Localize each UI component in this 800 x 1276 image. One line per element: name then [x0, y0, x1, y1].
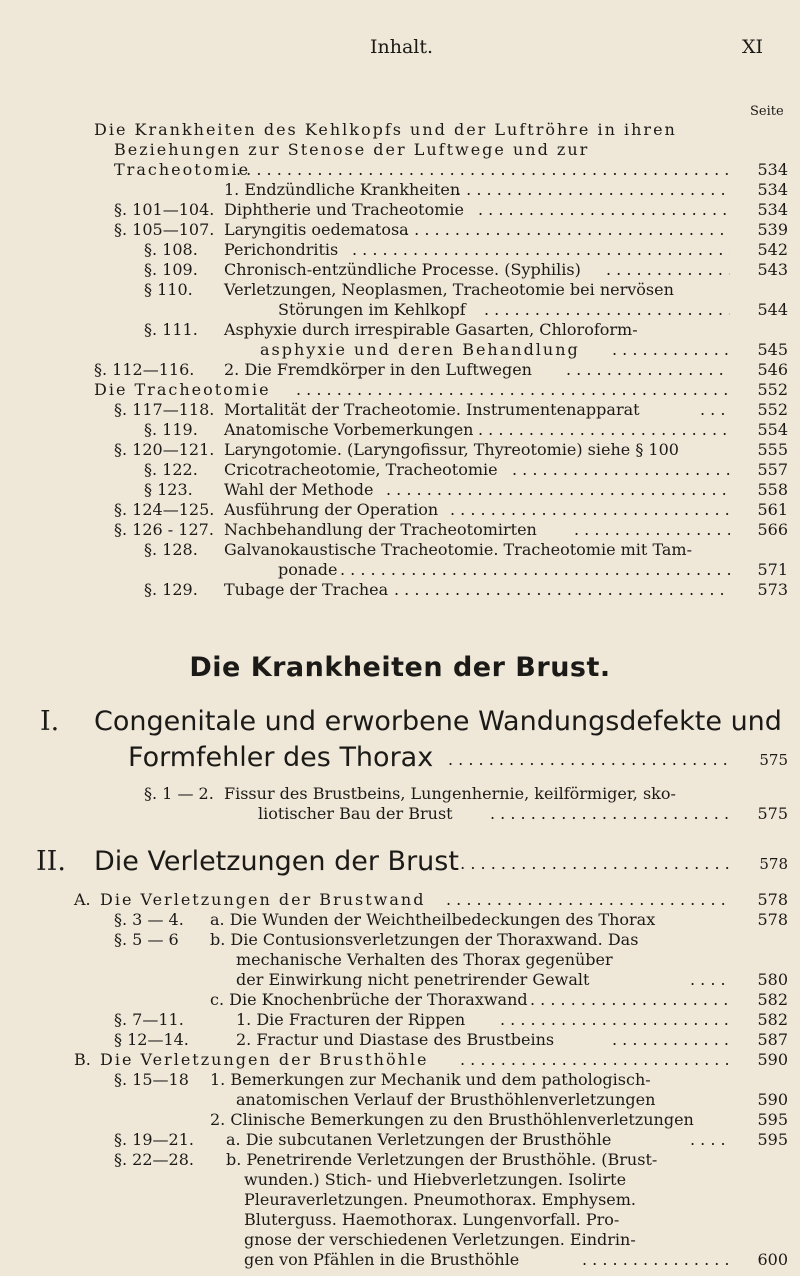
- subpart-label: A.: [74, 890, 91, 909]
- toc-entry-text-cont: liotischer Bau der Brust: [258, 804, 453, 823]
- toc-entry-page: 534: [757, 200, 788, 219]
- toc-entry-text: Wahl der Methode: [224, 480, 374, 499]
- toc-entry-page: 590: [757, 1090, 788, 1109]
- toc-entry-page: 578: [757, 910, 788, 929]
- toc-entry-text: 1. Bemerkungen zur Mechanik und dem pathologisch-: [210, 1070, 651, 1089]
- toc-entry-page: 546: [757, 360, 788, 379]
- toc-entry-section: §. 3 — 4.: [114, 910, 184, 929]
- leader-dots: [500, 1010, 730, 1030]
- toc-entry-text: 2. Fractur und Diastase des Brustbeins: [236, 1030, 555, 1049]
- leader-dots: [404, 220, 730, 240]
- part-page: 575: [759, 751, 788, 769]
- toc-entry-text: Perichondritis: [224, 240, 339, 259]
- toc-entry-text-cont: gen von Pfählen in die Brusthöhle: [244, 1250, 520, 1269]
- toc-entry-section: §. 112—116.: [94, 360, 195, 379]
- leader-dots: [386, 480, 730, 500]
- toc-entry-text: b. Penetrirende Verletzungen der Brusthöhle. (Brust-: [226, 1150, 658, 1169]
- toc-entry-section: §. 22—28.: [114, 1150, 194, 1169]
- toc-entry-page: 554: [757, 420, 788, 439]
- toc-entry-section: §. 7—11.: [114, 1010, 184, 1029]
- toc-entry-text-cont: anatomischen Verlauf der Brusthöhlenverletzungen: [236, 1090, 656, 1109]
- leader-dots: [340, 560, 730, 580]
- toc-entry-text: Cricotracheotomie, Tracheotomie: [224, 460, 498, 479]
- leader-dots: [690, 970, 730, 990]
- leader-dots: [606, 260, 730, 280]
- part-title: Die Verletzungen der Brust: [94, 846, 459, 877]
- toc-entry-section: §. 5 — 6: [114, 930, 179, 949]
- leader-dots: [574, 520, 730, 540]
- toc-entry-page: 561: [757, 500, 788, 519]
- toc-entry-text: b. Die Contusionsverletzungen der Thoraxwand. Das: [210, 930, 639, 949]
- toc-entry-page: 555: [757, 440, 788, 459]
- toc-entry-text: Laryngitis oedematosa: [224, 220, 409, 239]
- toc-entry-text: Fissur des Brustbeins, Lungenhernie, keilförmiger, sko-: [224, 784, 676, 803]
- chapter-title-line2: Beziehungen zur Stenose der Luftwege und zur: [114, 140, 590, 159]
- toc-entry-page: 557: [757, 460, 788, 479]
- leader-dots: [450, 854, 730, 874]
- toc-entry-page: 552: [757, 400, 788, 419]
- leader-dots: [478, 420, 730, 440]
- toc-entry-page: 543: [757, 260, 788, 279]
- toc-entry-page: 580: [757, 970, 788, 989]
- toc-entry-page: 587: [757, 1030, 788, 1049]
- leader-dots: [394, 580, 730, 600]
- toc-entry-section: § 12—14.: [114, 1030, 189, 1049]
- toc-entry-text-cont: Pleuraverletzungen. Pneumothorax. Emphysem.: [244, 1190, 637, 1209]
- toc-entry-text: Galvanokaustische Tracheotomie. Tracheotomie mit Tam-: [224, 540, 692, 559]
- leader-dots: [352, 240, 730, 260]
- toc-entry-section: §. 101—104.: [114, 200, 215, 219]
- toc-entry-section: §. 111.: [144, 320, 198, 339]
- toc-entry-section: §. 120—121.: [114, 440, 215, 459]
- toc-entry-page: 534: [757, 180, 788, 199]
- toc-entry-section: §. 1 — 2.: [144, 784, 214, 803]
- toc-entry-section: §. 15—18: [114, 1070, 189, 1089]
- toc-entry-text: 1. Die Fracturen der Rippen: [236, 1010, 466, 1029]
- leader-dots: [612, 1030, 730, 1050]
- leader-dots: [460, 1050, 730, 1070]
- chapter-title-line3: Tracheotomie: [114, 160, 251, 179]
- leader-dots: [690, 1130, 730, 1150]
- toc-entry-page: 582: [757, 1010, 788, 1029]
- toc-entry-text-cont: asphyxie und deren Behandlung: [260, 340, 580, 359]
- toc-entry-page: 573: [757, 580, 788, 599]
- leader-dots: [456, 180, 730, 200]
- toc-entry-section: §. 108.: [144, 240, 198, 259]
- toc-entry-text-cont: Störungen im Kehlkopf: [278, 300, 466, 319]
- part-title-line2: Formfehler des Thorax: [128, 742, 434, 773]
- toc-entry-section: §. 124—125.: [114, 500, 215, 519]
- toc-entry-text: Tubage der Trachea: [224, 580, 389, 599]
- toc-entry-text-cont: ponade: [278, 560, 338, 579]
- part-numeral: II.: [36, 846, 66, 877]
- leader-dots: [512, 460, 730, 480]
- toc-entry-text: Laryngotomie. (Laryngofissur, Thyreotomie) siehe § 100: [224, 440, 679, 459]
- toc-entry-section: §. 119.: [144, 420, 198, 439]
- toc-entry-text: 2. Die Fremdkörper in den Luftwegen: [224, 360, 532, 379]
- toc-entry-text: Chronisch-entzündliche Processe. (Syphilis): [224, 260, 581, 279]
- toc-entry-page: 582: [757, 990, 788, 1009]
- leader-dots: [446, 890, 730, 910]
- subchapter-title: Die Tracheotomie: [94, 380, 271, 399]
- leader-dots: [566, 360, 730, 380]
- toc-entry-page: 544: [757, 300, 788, 319]
- toc-entry-page: 595: [757, 1130, 788, 1149]
- toc-entry-text: c. Die Knochenbrüche der Thoraxwand: [210, 990, 528, 1009]
- leader-dots: [700, 400, 730, 420]
- toc-entry-text: 1. Endzündliche Krankheiten: [224, 180, 461, 199]
- leader-dots: [450, 500, 730, 520]
- toc-entry-text-cont: wunden.) Stich- und Hiebverletzungen. Isolirte: [244, 1170, 627, 1189]
- toc-entry-section: § 110.: [144, 280, 193, 299]
- subpart-label: B.: [74, 1050, 91, 1069]
- leader-dots: [612, 340, 730, 360]
- toc-entry-text-cont: mechanische Verhalten des Thorax gegenüber: [236, 950, 613, 969]
- toc-entry-text: Asphyxie durch irrespirable Gasarten, Chloroform-: [224, 320, 638, 339]
- toc-entry-text: Nachbehandlung der Tracheotomirten: [224, 520, 537, 539]
- leader-dots: [484, 300, 730, 320]
- leader-dots: [582, 1250, 730, 1270]
- toc-entry-text: a. Die Wunden der Weichtheilbedeckungen des Thorax: [210, 910, 656, 929]
- section-heading: Die Krankheiten der Brust.: [189, 652, 611, 683]
- toc-entry-text-cont: gnose der verschiedenen Verletzungen. Eindrin-: [244, 1230, 636, 1249]
- toc-entry-text: Anatomische Vorbemerkungen: [224, 420, 474, 439]
- subpart-title: Die Verletzungen der Brusthöhle: [100, 1050, 429, 1069]
- toc-entry-text-cont: Bluterguss. Haemothorax. Lungenvorfall. Pro-: [244, 1210, 620, 1229]
- toc-entry-section: §. 19—21.: [114, 1130, 194, 1149]
- toc-entry-section: §. 129.: [144, 580, 198, 599]
- toc-entry-section: §. 122.: [144, 460, 198, 479]
- toc-entry-text: Verletzungen, Neoplasmen, Tracheotomie bei nervösen: [224, 280, 674, 299]
- toc-entry-section: §. 109.: [144, 260, 198, 279]
- toc-entry-text: Mortalität der Tracheotomie. Instrumentenapparat: [224, 400, 640, 419]
- toc-entry-section: §. 105—107.: [114, 220, 215, 239]
- column-label-seite: Seite: [750, 104, 784, 119]
- toc-entry-page: 566: [757, 520, 788, 539]
- toc-entry-page: 600: [757, 1250, 788, 1269]
- leader-dots: [490, 804, 730, 824]
- toc-entry-text: Ausführung der Operation: [224, 500, 439, 519]
- toc-entry-page: 539: [757, 220, 788, 239]
- toc-entry-section: § 123.: [144, 480, 193, 499]
- toc-entry-page: 558: [757, 480, 788, 499]
- part-page: 578: [759, 855, 788, 873]
- toc-entry-section: §. 117—118.: [114, 400, 215, 419]
- toc-entry-text: Diphtherie und Tracheotomie: [224, 200, 464, 219]
- subchapter-page: 552: [757, 380, 788, 399]
- toc-entry-section: §. 128.: [144, 540, 198, 559]
- subpart-title: Die Verletzungen der Brustwand: [100, 890, 426, 909]
- toc-entry-text: a. Die subcutanen Verletzungen der Brusthöhle: [226, 1130, 612, 1149]
- toc-entry-page: 571: [757, 560, 788, 579]
- toc-entry-text: 2. Clinische Bemerkungen zu den Brusthöhlenverletzungen: [210, 1110, 694, 1129]
- page-number: XI: [742, 36, 764, 58]
- toc-entry-text-cont: der Einwirkung nicht penetrirender Gewalt: [236, 970, 590, 989]
- chapter-title-line1: Die Krankheiten des Kehlkopfs und der Luftröhre in ihren: [94, 120, 677, 139]
- toc-entry-section: §. 126 - 127.: [114, 520, 214, 539]
- leader-dots: [530, 990, 730, 1010]
- subpart-page: 578: [757, 890, 788, 909]
- leader-dots: [236, 160, 730, 180]
- toc-entry-page: 575: [757, 804, 788, 823]
- toc-entry-page: 545: [757, 340, 788, 359]
- chapter-page: 534: [757, 160, 788, 179]
- toc-entry-page: 542: [757, 240, 788, 259]
- leader-dots: [448, 750, 730, 770]
- part-title-line1: Congenitale und erworbene Wandungsdefekte und: [94, 706, 782, 737]
- leader-dots: [478, 200, 730, 220]
- subpart-page: 590: [757, 1050, 788, 1069]
- leader-dots: [296, 380, 730, 400]
- part-numeral: I.: [40, 706, 60, 737]
- toc-entry-page: 595: [757, 1110, 788, 1129]
- running-head-title: Inhalt.: [370, 36, 434, 58]
